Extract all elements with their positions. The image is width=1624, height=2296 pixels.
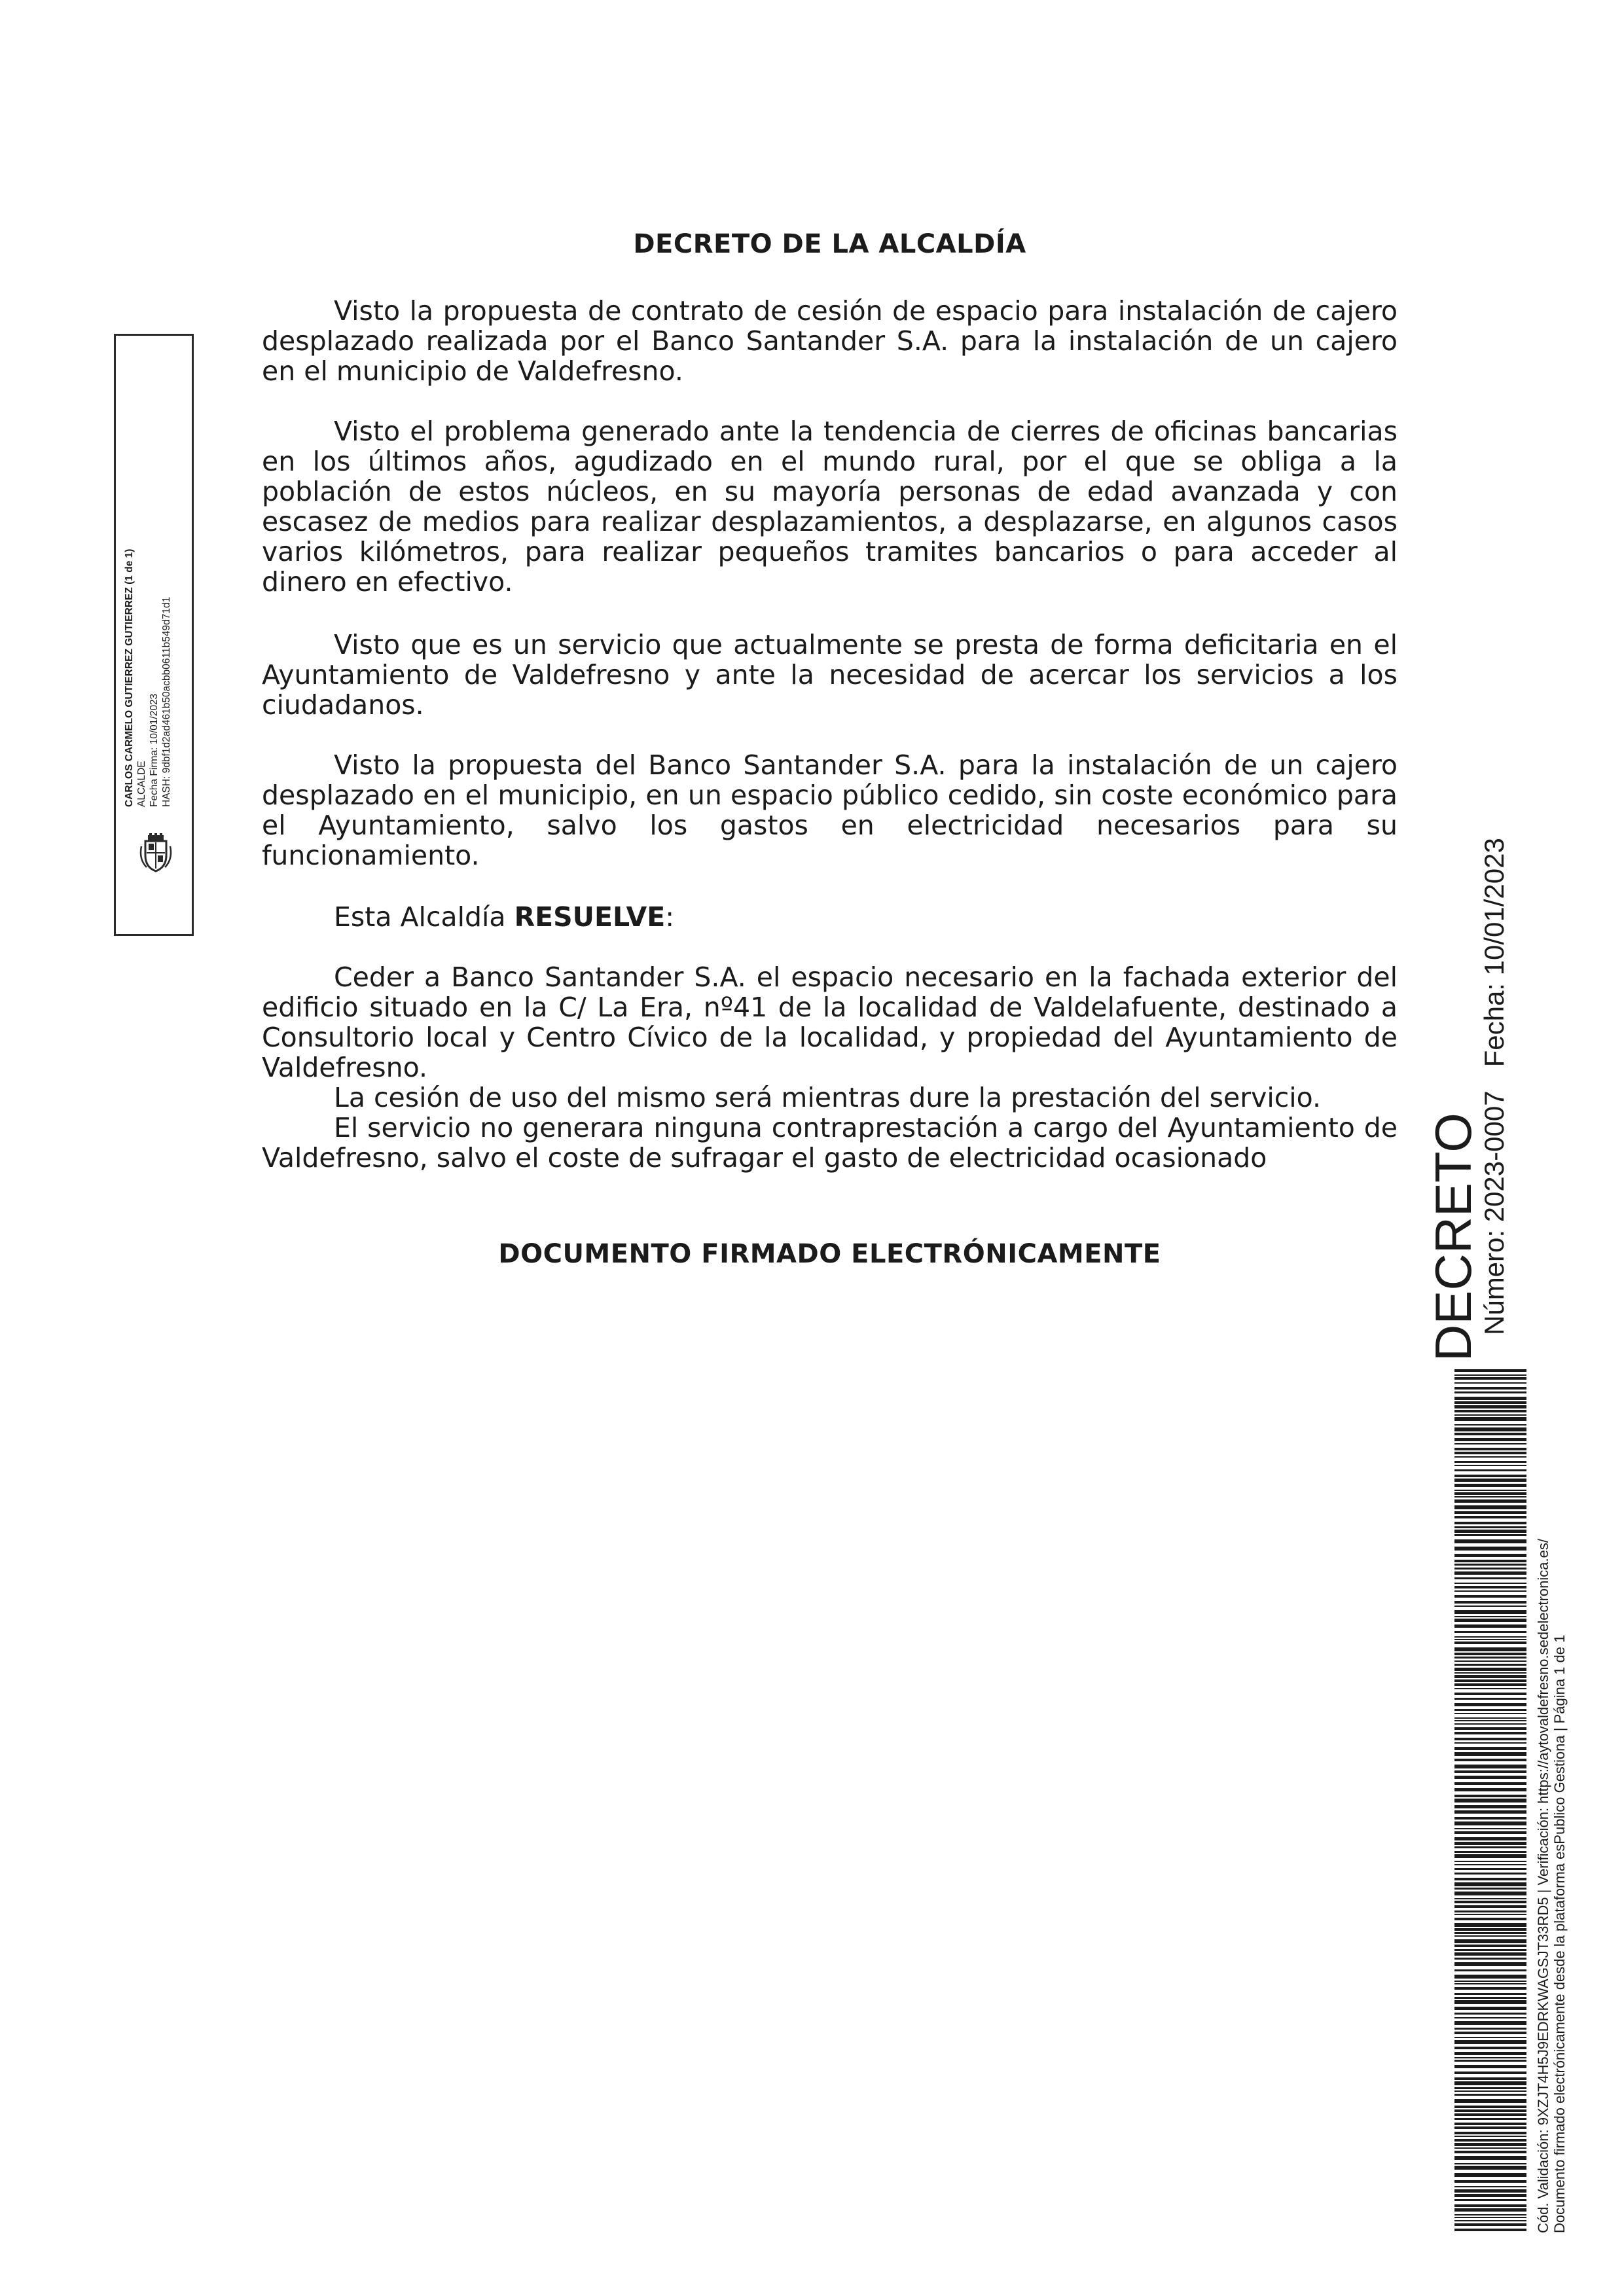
- barcode-bar: [1454, 1939, 1526, 1943]
- resolution-cost: El servicio no generara ninguna contraprestación a cargo del Ayuntamiento de Valdefresno, salvo el coste de sufragar el gasto de electricidad ocasionado: [262, 1112, 1398, 1174]
- barcode-bar: [1454, 1868, 1526, 1870]
- barcode-bar: [1454, 1461, 1526, 1463]
- barcode-bar: [1454, 2032, 1526, 2034]
- barcode-bar: [1454, 2021, 1526, 2025]
- barcode-bar: [1454, 1782, 1526, 1785]
- barcode-bar: [1454, 2081, 1526, 2085]
- barcode-bar: [1454, 1962, 1526, 1966]
- barcode-bar: [1454, 2151, 1526, 2153]
- barcode-bar: [1454, 2072, 1526, 2074]
- barcode-bar: [1454, 1914, 1526, 1915]
- barcode-bar: [1454, 1732, 1526, 1734]
- municipal-crest-icon: [139, 833, 173, 874]
- barcode-bar: [1454, 1983, 1526, 1984]
- barcode-bar: [1454, 1831, 1526, 1834]
- barcode-bar: [1454, 1842, 1526, 1845]
- barcode-bar: [1454, 1713, 1526, 1714]
- signature-stamp: [114, 334, 194, 936]
- paragraph-service: Visto que es un servicio que actualmente se presta de forma deficitaria en el Ayuntamiento de Valdefresno y ante la necesidad de acercar los servicios a los ciudadanos.: [262, 629, 1398, 721]
- barcode-bar: [1454, 2180, 1526, 2183]
- barcode-bar: [1454, 2147, 1526, 2149]
- barcode-bar: [1454, 2214, 1526, 2215]
- barcode-bar: [1454, 1616, 1526, 1617]
- signature-date: Fecha Firma: 10/01/2023: [149, 693, 160, 807]
- barcode-bar: [1454, 1693, 1526, 1695]
- barcode-bar: [1454, 1374, 1526, 1376]
- barcode-bar: [1454, 1443, 1526, 1444]
- platform-note: Documento firmado electrónicamente desde la plataforma esPublico Gestiona | Página 1 de 1: [1551, 1634, 1568, 2233]
- barcode-bar: [1454, 2123, 1526, 2125]
- barcode-bar: [1454, 1892, 1526, 1895]
- barcode-bar: [1454, 2040, 1526, 2044]
- barcode-bar: [1454, 2204, 1526, 2207]
- barcode-bar: [1454, 1993, 1526, 1995]
- barcode-bar: [1454, 1882, 1526, 1886]
- barcode-bar: [1454, 1688, 1526, 1689]
- barcode-bar: [1454, 1475, 1526, 1477]
- barcode-bar: [1454, 2223, 1526, 2226]
- barcode-bar: [1454, 1660, 1526, 1662]
- barcode-bar: [1454, 1898, 1526, 1899]
- barcode-bar: [1454, 1817, 1526, 1820]
- barcode-bar: [1454, 1675, 1526, 1678]
- barcode-bar: [1454, 1905, 1526, 1908]
- barcode-bar: [1454, 2047, 1526, 2049]
- barcode-bar: [1454, 1821, 1526, 1825]
- barcode-bar: [1454, 1770, 1526, 1773]
- barcode-bar: [1454, 2037, 1526, 2038]
- barcode-bar: [1454, 1511, 1526, 1514]
- barcode-bar: [1454, 1601, 1526, 1604]
- barcode-bar: [1454, 2017, 1526, 2018]
- barcode-bar: [1454, 1526, 1526, 1528]
- barcode-bar: [1454, 1918, 1526, 1920]
- barcode-bar: [1454, 1631, 1526, 1633]
- barcode-bar: [1454, 2109, 1526, 2112]
- signer-role: ALCALDE: [136, 761, 147, 807]
- barcode-bar: [1454, 2199, 1526, 2201]
- barcode-bar: [1454, 1377, 1526, 1380]
- document-title: DECRETO DE LA ALCALDÍA: [633, 229, 1026, 259]
- decree-date: Fecha: 10/01/2023: [1479, 838, 1509, 1067]
- barcode-bar: [1454, 1810, 1526, 1814]
- barcode-bar: [1454, 2136, 1526, 2137]
- barcode-bar: [1454, 2156, 1526, 2160]
- barcode-bar: [1454, 1709, 1526, 1711]
- barcode-bar: [1454, 1720, 1526, 1721]
- barcode-bar: [1454, 1554, 1526, 1557]
- barcode-bar: [1454, 1788, 1526, 1791]
- barcode-bar: [1454, 2126, 1526, 2129]
- barcode-bar: [1454, 1873, 1526, 1874]
- barcode-bar: [1454, 1424, 1526, 1426]
- barcode-bar: [1454, 1590, 1526, 1592]
- barcode-bar: [1454, 2099, 1526, 2103]
- barcode-bar: [1454, 1846, 1526, 1848]
- barcode-bar: [1454, 1469, 1526, 1471]
- barcode-bar: [1454, 2094, 1526, 2096]
- barcode-bar: [1454, 1837, 1526, 1840]
- barcode-bar: [1454, 1564, 1526, 1566]
- resolution-cession: Ceder a Banco Santander S.A. el espacio necesario en la fachada exterior del edificio situado en la C/ La Era, nº41 de la localidad de Valdelafuente, destinado a Consultorio local y Centro Cívico de la localidad, y propiedad del Ayuntamiento de Valdefresno.: [262, 961, 1398, 1083]
- signer-name: CARLOS CARMELO GUTIERREZ GUTIERREZ (1 de 1): [124, 548, 135, 807]
- barcode-bar: [1454, 1410, 1526, 1412]
- signed-electronically-notice: DOCUMENTO FIRMADO ELECTRÓNICAMENTE: [498, 1239, 1161, 1269]
- barcode-bar: [1454, 1901, 1526, 1903]
- barcode-bar: [1454, 1539, 1526, 1543]
- barcode-bar: [1454, 2113, 1526, 2116]
- signature-hash: HASH: 9dbf1d2ad461b50acbb0611b549d71d1: [161, 596, 172, 807]
- barcode-bar: [1454, 1382, 1526, 1384]
- barcode-bar: [1454, 1878, 1526, 1880]
- barcode-bar: [1454, 1738, 1526, 1740]
- barcode-bar: [1454, 1981, 1526, 1982]
- barcode-bar: [1454, 2139, 1526, 2142]
- barcode-bar: [1454, 1752, 1526, 1756]
- barcode-bar: [1454, 2194, 1526, 2197]
- barcode-bar: [1454, 1619, 1526, 1622]
- barcode-bar: [1454, 1727, 1526, 1730]
- barcode-bar: [1454, 1448, 1526, 1450]
- barcode-bar: [1454, 1975, 1526, 1979]
- barcode-bar: [1454, 2052, 1526, 2055]
- barcode-bar: [1454, 2007, 1526, 2010]
- barcode-bar: [1454, 1577, 1526, 1579]
- barcode-bar: [1454, 1698, 1526, 1700]
- barcode-bar: [1454, 1935, 1526, 1937]
- barcode-bar: [1454, 1657, 1526, 1659]
- barcode-bar: [1454, 2143, 1526, 2146]
- barcode-bar: [1454, 1522, 1526, 1524]
- barcode-bar: [1454, 1679, 1526, 1682]
- barcode-bar: [1454, 2166, 1526, 2170]
- barcode-bar: [1454, 1647, 1526, 1651]
- resuelve-suffix: :: [665, 901, 675, 933]
- barcode-bar: [1454, 1945, 1526, 1947]
- barcode-bar: [1454, 1401, 1526, 1404]
- barcode-bar: [1454, 2189, 1526, 2193]
- barcode-bar: [1454, 1417, 1526, 1421]
- barcode-bar: [1454, 1571, 1526, 1575]
- barcode-bar: [1454, 2132, 1526, 2134]
- resuelve-prefix: Esta Alcaldía: [334, 901, 514, 933]
- barcode-bar: [1454, 1636, 1526, 1638]
- barcode-bar: [1454, 1387, 1526, 1390]
- barcode-bar: [1454, 1547, 1526, 1551]
- barcode-bar: [1454, 2057, 1526, 2058]
- barcode-bar: [1454, 1438, 1526, 1441]
- barcode-bar: [1454, 1795, 1526, 1797]
- barcode-bar: [1454, 1799, 1526, 1803]
- barcode-bar: [1454, 1703, 1526, 1706]
- barcode-bar: [1454, 1414, 1526, 1416]
- barcode-bar: [1454, 1952, 1526, 1956]
- paragraph-problem: Visto el problema generado ante la tendencia de cierres de oficinas bancarias en los últimos años, agudizado en el mundo rural, por el que se obliga a la población de estos núcleos, en su mayoría personas de edad avanzada y con escasez de medios para realizar desplazamientos, a desplazarse, en algunos casos varios kilómetros, para realizar pequeños tramites bancarios o para acceder al dinero en efectivo.: [262, 416, 1398, 598]
- barcode-bar: [1454, 2065, 1526, 2068]
- barcode-icon: [1454, 1369, 1526, 2234]
- barcode-bar: [1454, 1742, 1526, 1744]
- barcode-bar: [1454, 1765, 1526, 1768]
- barcode-bar: [1454, 2077, 1526, 2080]
- barcode-bar: [1454, 1624, 1526, 1628]
- barcode-bar: [1454, 1828, 1526, 1829]
- barcode-bar: [1454, 1653, 1526, 1655]
- barcode-bar: [1454, 1479, 1526, 1482]
- barcode-bar: [1454, 1499, 1526, 1503]
- barcode-bar: [1454, 1997, 1526, 1999]
- barcode-bar: [1454, 1987, 1526, 1990]
- paragraph-proposal: Visto la propuesta de contrato de cesión de espacio para instalación de cajero desplazado realizada por el Banco Santander S.A. para la instalación de un cajero en el municipio de Valdefresno.: [262, 295, 1398, 387]
- barcode-bar: [1454, 1776, 1526, 1779]
- barcode-bar: [1454, 1759, 1526, 1761]
- barcode-bar: [1454, 1723, 1526, 1725]
- barcode-bar: [1454, 1664, 1526, 1666]
- barcode-bar: [1454, 1928, 1526, 1931]
- barcode-bar: [1454, 1490, 1526, 1491]
- barcode-bar: [1454, 1639, 1526, 1640]
- barcode-bar: [1454, 1595, 1526, 1598]
- barcode-bar: [1454, 1717, 1526, 1719]
- barcode-bar: [1454, 2208, 1526, 2212]
- barcode-bar: [1454, 1583, 1526, 1584]
- barcode-bar: [1454, 2220, 1526, 2221]
- resuelve-line: [334, 902, 674, 932]
- barcode-bar: [1454, 1568, 1526, 1570]
- barcode-bar: [1454, 1560, 1526, 1562]
- resolution-duration: La cesión de uso del mismo será mientras dure la prestación del servicio.: [334, 1082, 1322, 1113]
- barcode-bar: [1454, 1391, 1526, 1393]
- decreto-label: DECRETO: [1424, 1113, 1482, 1361]
- barcode-bar: [1454, 1861, 1526, 1862]
- barcode-bar: [1454, 1851, 1526, 1853]
- barcode-bar: [1454, 1534, 1526, 1536]
- barcode-bar: [1454, 1496, 1526, 1498]
- barcode-bar: [1454, 1683, 1526, 1686]
- barcode-bar: [1454, 1405, 1526, 1408]
- barcode-bar: [1454, 1433, 1526, 1435]
- barcode-bar: [1454, 1505, 1526, 1509]
- barcode-bar: [1454, 1641, 1526, 1644]
- barcode-bar: [1454, 2087, 1526, 2089]
- barcode-bar: [1454, 1958, 1526, 1960]
- barcode-bar: [1454, 1932, 1526, 1934]
- barcode-bar: [1454, 1747, 1526, 1750]
- barcode-bar: [1454, 1605, 1526, 1607]
- barcode-bar: [1454, 2173, 1526, 2177]
- barcode-bar: [1454, 1854, 1526, 1858]
- barcode-bar: [1454, 2217, 1526, 2218]
- barcode-bar: [1454, 1586, 1526, 1588]
- barcode-bar: [1454, 1805, 1526, 1808]
- barcode-bar: [1454, 1949, 1526, 1951]
- barcode-bar: [1454, 1492, 1526, 1495]
- barcode-bar: [1454, 2000, 1526, 2004]
- barcode-bar: [1454, 1610, 1526, 1614]
- barcode-bar: [1454, 2229, 1526, 2231]
- barcode-bar: [1454, 2163, 1526, 2164]
- barcode-bar: [1454, 1427, 1526, 1431]
- barcode-bar: [1454, 2013, 1526, 2015]
- barcode-bar: [1454, 1923, 1526, 1927]
- barcode-bar: [1454, 1888, 1526, 1890]
- barcode-bar: [1454, 2060, 1526, 2062]
- barcode-bar: [1454, 1864, 1526, 1865]
- barcode-bar: [1454, 1672, 1526, 1674]
- barcode-bar: [1454, 2106, 1526, 2108]
- barcode-bar: [1454, 1397, 1526, 1400]
- barcode-bar: [1454, 2090, 1526, 2092]
- barcode-bar: [1454, 1530, 1526, 1533]
- barcode-bar: [1454, 1668, 1526, 1671]
- paragraph-bank-proposal: Visto la propuesta del Banco Santander S.A. para la instalación de un cajero desplazado en el municipio, en un espacio público cedido, sin coste económico para el Ayuntamiento, salvo los gastos en electricidad necesarios para su funcionamiento.: [262, 749, 1398, 871]
- validation-code: Cód. Validación: 9XZJT4H5J9EDRKWAGSJT33RD5 | Verificación: https://aytovaldefresno.sedelectronica.es/: [1535, 1539, 1551, 2233]
- barcode-bar: [1454, 1969, 1526, 1971]
- decree-number: Número: 2023-0007: [1479, 1090, 1509, 1335]
- barcode-bar: [1454, 1465, 1526, 1466]
- barcode-bar: [1454, 2028, 1526, 2030]
- barcode-bar: [1454, 1369, 1526, 1372]
- resuelve-keyword: RESUELVE: [514, 901, 666, 933]
- barcode-bar: [1454, 1910, 1526, 1912]
- barcode-bar: [1454, 1516, 1526, 1518]
- barcode-bar: [1454, 2118, 1526, 2120]
- barcode-bar: [1454, 1452, 1526, 1454]
- barcode-bar: [1454, 1456, 1526, 1458]
- barcode-bar: [1454, 2186, 1526, 2187]
- barcode-bar: [1454, 1484, 1526, 1487]
